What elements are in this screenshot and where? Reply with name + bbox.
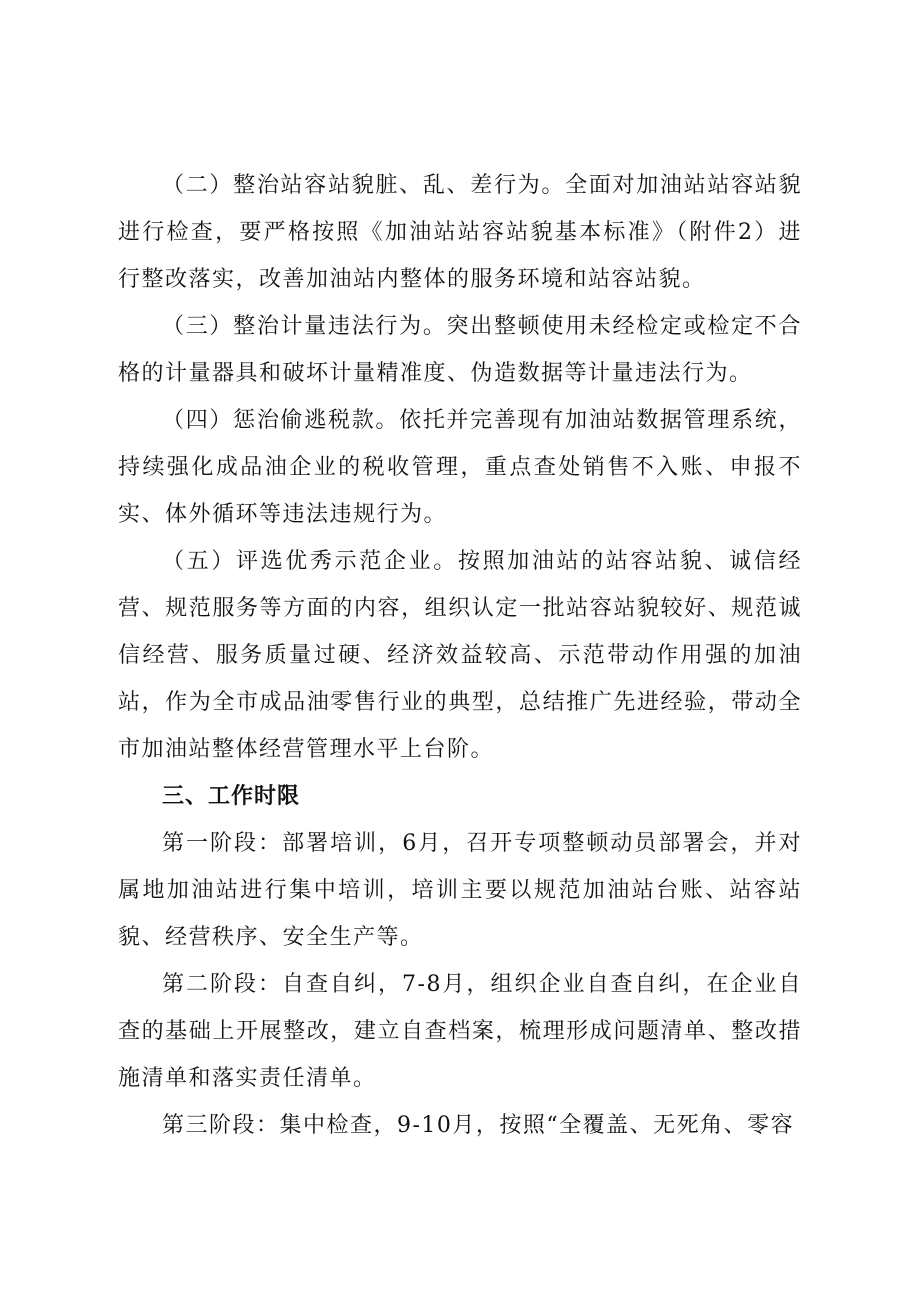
paragraph-phase-one: 第一阶段：部署培训，6月，召开专项整顿动员部署会，并对属地加油站进行集中培训，培训主要以规范加油站台账、站容站貌、经营秩序、安全生产等。	[118, 831, 802, 950]
paragraph-punish-tax-evasion: （四）惩治偷逃税款。依托并完善现有加油站数据管理系统，持续强化成品油企业的税收管理，重点查处销售不入账、申报不实、体外循环等违法违规行为。	[118, 408, 802, 527]
paragraph-phase-two: 第二阶段：自查自纠，7-8月，组织企业自查自纠，在企业自查的基础上开展整改，建立自查档案，梳理形成问题清单、整改措施清单和落实责任清单。	[118, 972, 802, 1091]
document-body	[118, 162, 802, 1149]
paragraph-rectify-station-appearance: （二）整治站容站貌脏、乱、差行为。全面对加油站站容站貌进行检查，要严格按照《加油站站容站貌基本标准》（附件2）进行整改落实，改善加油站内整体的服务环境和站容站貌。	[118, 173, 802, 292]
section-heading-work-timeline: 三、工作时限	[162, 784, 301, 809]
paragraph-rectify-metrology-violations: （三）整治计量违法行为。突出整顿使用未经检定或检定不合格的计量器具和破坏计量精准度、伪造数据等计量违法行为。	[118, 314, 802, 386]
paragraph-phase-three: 第三阶段：集中检查，9-10月，按照“全覆盖、无死角、零容	[162, 1113, 795, 1138]
paragraph-select-model-enterprises: （五）评选优秀示范企业。按照加油站的站容站貌、诚信经营、规范服务等方面的内容，组织认定一批站容站貌较好、规范诚信经营、服务质量过硬、经济效益较高、示范带动作用强的加油站，作为全市成品油零售行业的典型，总结推广先进经验，带动全市加油站整体经营管理水平上台阶。	[118, 549, 802, 762]
